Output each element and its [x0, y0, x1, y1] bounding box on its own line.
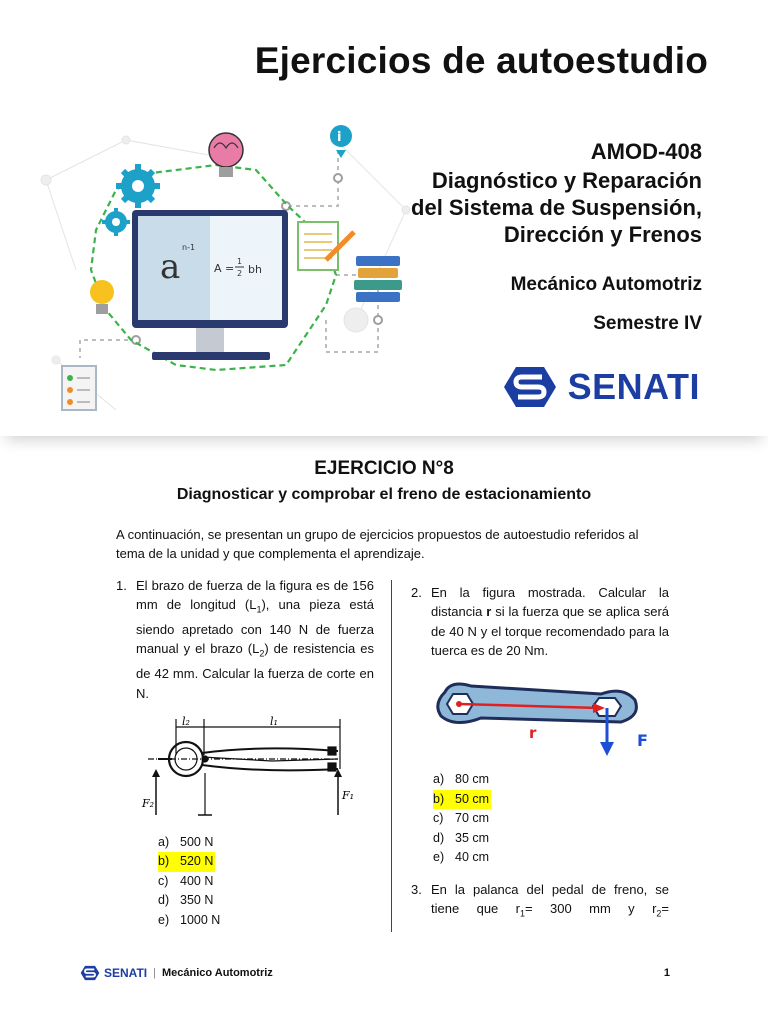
svg-text:l₁: l₁ [270, 714, 278, 728]
course-name-line: Diagnóstico y Reparación [431, 168, 702, 193]
option-b-selected[interactable]: b) 520 N [158, 852, 215, 872]
footer-career: Mecánico Automotriz [161, 967, 273, 979]
svg-text:l₂: l₂ [182, 714, 190, 728]
svg-text:F₂: F₂ [142, 796, 155, 810]
question-number: 2. [411, 585, 422, 600]
question-1 [116, 576, 374, 930]
svg-text:a: a [160, 247, 181, 287]
senati-logo [502, 362, 700, 412]
cover-section [0, 0, 768, 436]
senati-emblem-icon [80, 965, 100, 981]
question-number: 3. [411, 881, 422, 897]
pliers-figure [142, 714, 355, 825]
svg-text:F: F [637, 731, 648, 751]
intro-paragraph: A continuación, se presentan un grupo de ejercicios propuestos de autoestudio referidos al tema de la unidad y que complementa el aprendizaje. [116, 527, 639, 561]
svg-text:2: 2 [237, 269, 243, 278]
option-e[interactable]: e) 1000 N [158, 912, 221, 927]
course-name-line: Dirección y Frenos [503, 222, 702, 247]
course-name [342, 167, 702, 248]
exercise-subtitle: Diagnosticar y comprobar el freno de estacionamiento [176, 486, 592, 503]
question-text: El brazo de fuerza de la figura es de 156 mm de longitud $(L_1)$, una pieza está siendo apretado con 140 N de fuerza manual y el brazo $(L_2)$ de resistencia es de 42 mm. Calcular la fuerza de corte en N. [136, 578, 374, 701]
option-d[interactable]: d) 35 cm [433, 830, 490, 845]
options-list [433, 770, 669, 868]
column-divider [391, 580, 392, 932]
question-number: 1. [116, 578, 127, 593]
svg-text:i: i [337, 130, 342, 145]
study-illustration [36, 120, 416, 420]
option-a[interactable]: a) 80 cm [433, 772, 490, 787]
option-d[interactable]: d) 350 N [158, 893, 214, 908]
wrench-figure [431, 676, 667, 768]
question-text: En la palanca del pedal de freno, se tiene que $r_1= 300$ mm y $r_2=$ [431, 881, 670, 919]
senati-emblem-icon [502, 365, 558, 409]
page-footer [80, 962, 670, 984]
option-a[interactable]: a) 500 N [158, 834, 214, 849]
footer-separator: | [153, 967, 156, 979]
semester-label: Semestre IV [593, 313, 702, 334]
option-e[interactable]: e) 40 cm [433, 850, 490, 865]
course-code: AMOD-408 [590, 139, 702, 164]
question-3 [411, 880, 669, 924]
option-c[interactable]: c) 400 N [158, 873, 214, 888]
document-title: Ejercicios de autoestudio [254, 40, 708, 81]
svg-text:A =: A = [214, 262, 235, 275]
question-2 [411, 583, 669, 924]
career-name: Mecánico Automotriz [510, 274, 702, 295]
question-text: En la figura mostrada. Calcular la distancia r si la fuerza que se aplica será de 40 N y el torque recomendado para la tuerca es de 20 Nm. [431, 585, 669, 658]
svg-text:bh: bh [248, 263, 262, 276]
exercise-heading: EJERCICIO N°8 [314, 458, 454, 479]
svg-text:F₁: F₁ [342, 788, 355, 802]
page-number: 1 [663, 967, 670, 979]
footer-brand: SENATI [104, 966, 148, 980]
svg-text:n-1: n-1 [182, 243, 196, 252]
course-name-line: del Sistema de Suspensión, [411, 195, 702, 220]
svg-text:r: r [529, 724, 537, 743]
option-b-selected[interactable]: b) 50 cm [433, 790, 491, 810]
option-c[interactable]: c) 70 cm [433, 811, 490, 826]
svg-text:1: 1 [237, 257, 243, 266]
brand-wordmark: SENATI [567, 366, 700, 407]
options-list [158, 833, 374, 931]
